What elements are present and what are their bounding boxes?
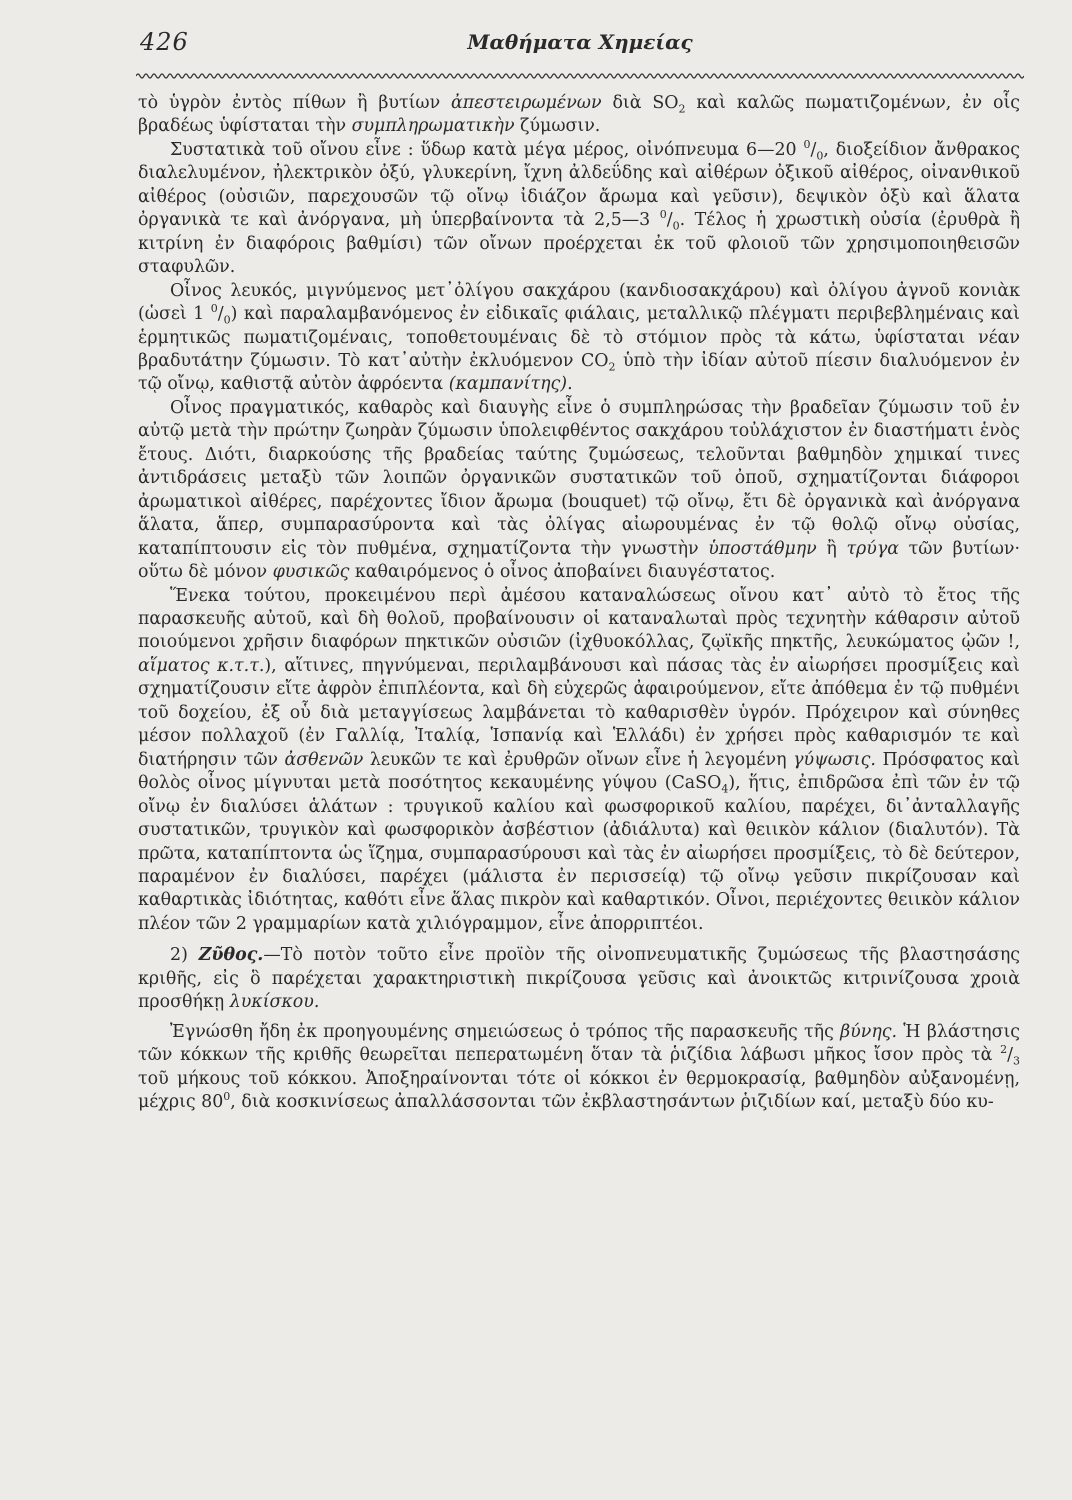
- paragraph-wine-components: Συστατικὰ τοῦ οἴνου εἶνε : ὕδωρ κατὰ μέγα μέρος, οἰνόπνευμα 6—20 $^0/_0$, διοξείδιον ἄνθρακος διαλελυμένον, ἠλεκτρικὸν ὀξύ, γλυκερίνη, ἴχνη ἀλδεΰδης καὶ αἰθέρων ὀξικοῦ αἰθέρος, οἰνανθικοῦ αἰθέρος (οὐσιῶν, παρεχουσῶν τῷ οἴνῳ ἰδιάζον ἄρωμα καὶ γεῦσιν), δεψικὸν ὀξὺ καὶ ἅλατα ὀργανικὰ τε καὶ ἀνόργανα, μὴ ὑπερβαίνοντα τὰ 2,5—3 $^0/_0$. Τέλος ἡ χρωστικὴ οὐσία (ἐρυθρὰ ἢ κιτρίνη ἐν διαφόροις βαθμίσι) τῶν οἴνων προέρχεται ἐκ τοῦ φλοιοῦ τῶν χρησιμοποιηθεισῶν σταφυλῶν.: [138, 138, 1020, 278]
- paragraph-clarification: Ἕνεκα τούτου, προκειμένου περὶ ἀμέσου καταναλώσεως οἴνου κατ᾽ αὐτὸ τὸ ἔτος τῆς παρασκευῆς αὐτοῦ, καὶ δὴ θολοῦ, προβαίνουσιν οἱ καταναλωταὶ πρὸς τεχνητὴν κάθαρσιν αὐτοῦ ποιούμενοι χρῆσιν διαφόρων πηκτικῶν οὐσιῶν (ἰχθυοκόλλας, ζῳϊκῆς πηκτῆς, λευκώματος ᾠῶν !, αἵματος κ.τ.τ.), αἵτινες, πηγνύμεναι, περιλαμβάνουσι καὶ πάσας τὰς ἐν αἰωρήσει προσμίξεις καὶ σχηματίζουσιν εἴτε ἀφρὸν ἐπιπλέοντα, καὶ δὴ εὐχερῶς ἀφαιρούμενον, εἴτε ἀπόθεμα ἐν τῷ πυθμένι τοῦ δοχείου, ἐξ οὗ διὰ μεταγγίσεως λαμβάνεται τὸ καθαρισθὲν ὑγρόν. Πρόχειρον καὶ σύνηθες μέσον πολλαχοῦ (ἐν Γαλλίᾳ, Ἰταλίᾳ, Ἱσπανίᾳ καὶ Ἑλλάδι) ἐν χρήσει πρὸς καθαρισμόν τε καὶ διατήρησιν τῶν ἀσθενῶν λευκῶν τε καὶ ἐρυθρῶν οἴνων εἶνε ἡ λεγομένη γύψωσις. Πρόσφατος καὶ θολὸς οἶνος μίγνυται μετὰ ποσότητος κεκαυμένης γύψου (CaSO$_4$), ἥτις, ἐπιδρῶσα ἐπὶ τῶν ἐν τῷ οἴνῳ ἐν διαλύσει ἁλάτων : τρυγικοῦ καλίου καὶ φωσφορικοῦ καλίου, παρέχει, δι᾽ἀνταλλαγῆς συστατικῶν, τρυγικὸν καὶ φωσφορικὸν ἀσβέστιον (ἀδιάλυτα) καὶ θειικὸν κάλιον (διαλυτόν). Τὰ πρῶτα, καταπίπτοντα ὡς ἵζημα, συμπαρασύρουσι καὶ τὰς ἐν αἰωρήσει προσμίξεις, τὸ δὲ δεύτερον, παραμένον ἐν διαλύσει, παρέχει (μάλιστα ἐν περισσείᾳ) τῷ οἴνῳ γεῦσιν πικρίζουσαν καὶ καθαρτικὰς ἰδιότητας, καθότι εἶνε ἅλας πικρὸν καὶ καθαρτικόν. Οἶνοι, περιέχοντες θειικὸν κάλιον πλέον τῶν 2 γραμμαρίων κατὰ χιλιόγραμμον, εἶνε ἀπορριπτέοι.: [138, 585, 1020, 934]
- section-beer: 2) Ζῦθος.—Τὸ ποτὸν τοῦτο εἶνε προϊὸν τῆς οἰνοπνευματικῆς ζυμώσεως τῆς βλαστησάσης κριθῆς, εἰς ὃ παρέχεται χαρακτηριστικὴ πικρίζουσα γεῦσις καὶ ἀνοικτῶς κιτρινίζουσα χροιὰ προσθήκῃ λυκίσκου.: [138, 945, 1020, 1013]
- page-body: [138, 92, 1020, 1114]
- paragraph-white-wine: Οἶνος λευκός, μιγνύμενος μετ᾽ὀλίγου σακχάρου (κανδιοσακχάρου) καὶ ὀλίγου ἀγνοῦ κονιὰκ (ὡσεὶ 1 $^0/_0$) καὶ παραλαμβανόμενος ἐν εἰδικαῖς φιάλαις, μεταλλικῷ πλέγματι περιβεβλημέναις καὶ ἑρμητικῶς πωματιζομέναις, τοποθετουμέναις δὲ τὸ στόμιον πρὸς τὰ κάτω, ὑφίσταται νέαν βραδυτάτην ζύμωσιν. Τὸ κατ᾽αὐτὴν ἐκλυόμενον $CO_2$ ὑπὸ τὴν ἰδίαν αὐτοῦ πίεσιν διαλυόμενον ἐν τῷ οἴνῳ, καθιστᾷ αὐτὸν ἀφρόεντα (καμπανίτης).: [138, 280, 1020, 395]
- page-header: [136, 28, 1024, 64]
- paragraph-true-wine: Οἶνος πραγματικός, καθαρὸς καὶ διαυγὴς εἶνε ὁ συμπληρώσας τὴν βραδεῖαν ζύμωσιν τοῦ ἐν αὐτῷ μετὰ τὴν πρώτην ζωηρὰν ζύμωσιν ὑπολειφθέντος σακχάρου τοὐλάχιστον ἐν διαστήματι ἑνὸς ἔτους. Διότι, διαρκούσης τῆς βραδείας ταύτης ζυμώσεως, τελοῦνται βαθμηδὸν χημικαί τινες ἀντιδράσεις μεταξὺ τῶν λοιπῶν ὀργανικῶν συστατικῶν τοῦ ὀποῦ, σχηματίζονται διάφοροι ἀρωματικοὶ αἰθέρες, παρέχοντες ἴδιον ἄρωμα (bouquet) τῷ οἴνῳ, ἔτι δὲ ὀργανικὰ καὶ ἀνόργανα ἅλατα, ἅπερ, συμπαρασύροντα καὶ τὰς ὀλίγας αἰωρουμένας ἐν τῷ θολῷ οἴνῳ οὐσίας, καταπίπτουσιν εἰς τὸν πυθμένα, σχηματίζοντα τὴν γνωστὴν ὑποστάθμην ἢ τρύγα τῶν βυτίων· οὕτω δὲ μόνον φυσικῶς καθαιρόμενος ὁ οἶνος ἀποβαίνει διαυγέστατος.: [138, 397, 1020, 583]
- paragraph-malt: Ἐγνώσθη ἤδη ἐκ προηγουμένης σημειώσεως ὁ τρόπος τῆς παρασκευῆς τῆς βύνης. Ἡ βλάστησις τῶν κόκκων τῆς κριθῆς θεωρεῖται πεπερατωμένη ὅταν τὰ ῥιζίδια λάβωσι μῆκος ἴσον πρὸς τὰ $^2/_3$ τοῦ μήκους τοῦ κόκκου. Ἀποξηραίνονται τότε οἱ κόκκοι ἐν θερμοκρασίᾳ, βαθμηδὸν αὐξανομένῃ, μέχρις $80^0$, διὰ κοσκινίσεως ἀπαλλάσσονται τῶν ἐκβλαστησάντων ῥιζιδίων καί, μεταξὺ δύο κυ-: [138, 1021, 1020, 1113]
- wavy-header-rule: [136, 70, 1024, 82]
- running-title: Μαθήματα Χημείας: [467, 30, 693, 54]
- paragraph-continuation: τὸ ὑγρὸν ἐντὸς πίθων ἢ βυτίων ἀπεστειρωμένων διὰ $SO_2$ καὶ καλῶς πωματιζομένων, ἐν οἷς βραδέως ὑφίσταται τὴν συμπληρωματικὴν ζύμωσιν.: [138, 93, 1021, 137]
- page-number: 426: [140, 28, 189, 56]
